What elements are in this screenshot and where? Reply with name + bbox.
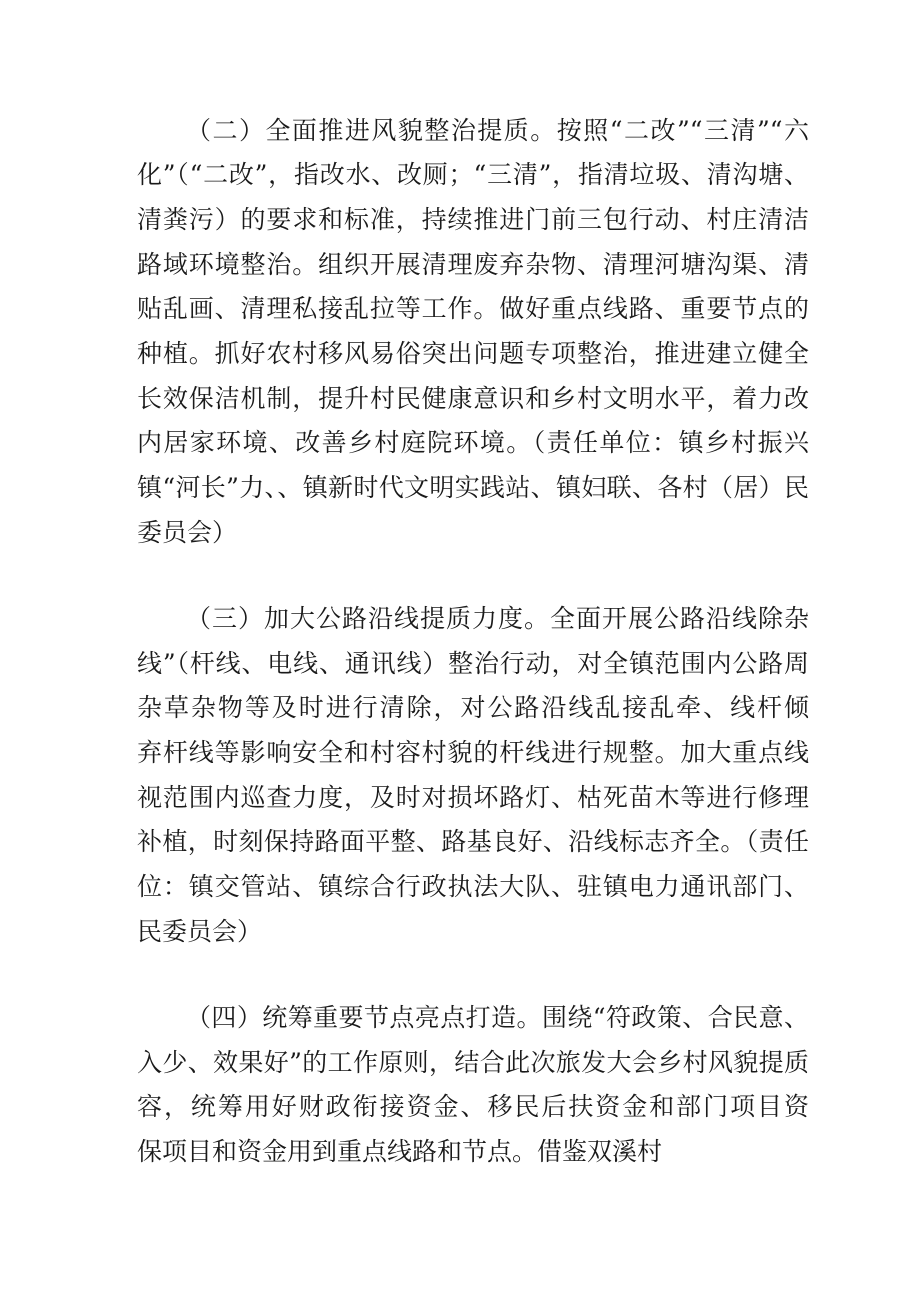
text-line: 民委员会） (137, 917, 263, 946)
text-line: 线”（杆线、电线、通讯线）整治行动，对全镇范围内公路周 (137, 649, 809, 678)
text-line: 种植。抓好农村移风易俗突出问题专项整治，推进建立健全 (137, 339, 809, 368)
text-line: （二）全面推进风貌整治提质。按照“二改”“三清”“六 (186, 116, 809, 145)
text-line: 补植，时刻保持路面平整、路基良好、沿线标志齐全。（责任 (137, 827, 809, 856)
text-line: 视范围内巡查力度，及时对损坏路灯、枯死苗木等进行修理 (137, 783, 809, 812)
text-line: 入少、效果好”的工作原则，结合此次旅发大会乡村风貌提质 (137, 1048, 809, 1077)
text-line: 清粪污）的要求和标准，持续推进门前三包行动、村庄清洁 (137, 205, 809, 234)
text-line: 路域环境整治。组织开展清理废弃杂物、清理河塘沟渠、清 (137, 250, 809, 279)
text-line: 委员会） (137, 518, 238, 547)
text-line: 镇“河长”力、、镇新时代文明实践站、镇妇联、各村（居）民 (137, 473, 809, 502)
text-line: 内居家环境、改善乡村庭院环境。（责任单位：镇乡村振兴 (137, 428, 809, 457)
text-line: 位：镇交管站、镇综合行政执法大队、驻镇电力通讯部门、 (137, 872, 809, 901)
text-line: 保项目和资金用到重点线路和节点。借鉴双溪村 (137, 1137, 663, 1166)
text-line: 杂草杂物等及时进行清除，对公路沿线乱接乱牵、线杆倾 (137, 693, 809, 722)
text-line: （四）统筹重要节点亮点打造。围绕“符政策、合民意、 (186, 1003, 809, 1032)
text-line: 化”（“二改”，指改水、改厕；“三清”，指清垃圾、清沟塘、 (137, 160, 809, 189)
text-line: （三）加大公路沿线提质力度。全面开展公路沿线除杂 (186, 604, 809, 633)
text-line: 贴乱画、清理私接乱拉等工作。做好重点线路、重要节点的 (137, 294, 809, 323)
text-line: 弃杆线等影响安全和村容村貌的杆线进行规整。加大重点线 (137, 738, 809, 767)
text-line: 容，统筹用好财政衔接资金、移民后扶资金和部门项目资 (137, 1092, 809, 1121)
text-line: 长效保洁机制，提升村民健康意识和乡村文明水平，着力改 (137, 384, 809, 413)
